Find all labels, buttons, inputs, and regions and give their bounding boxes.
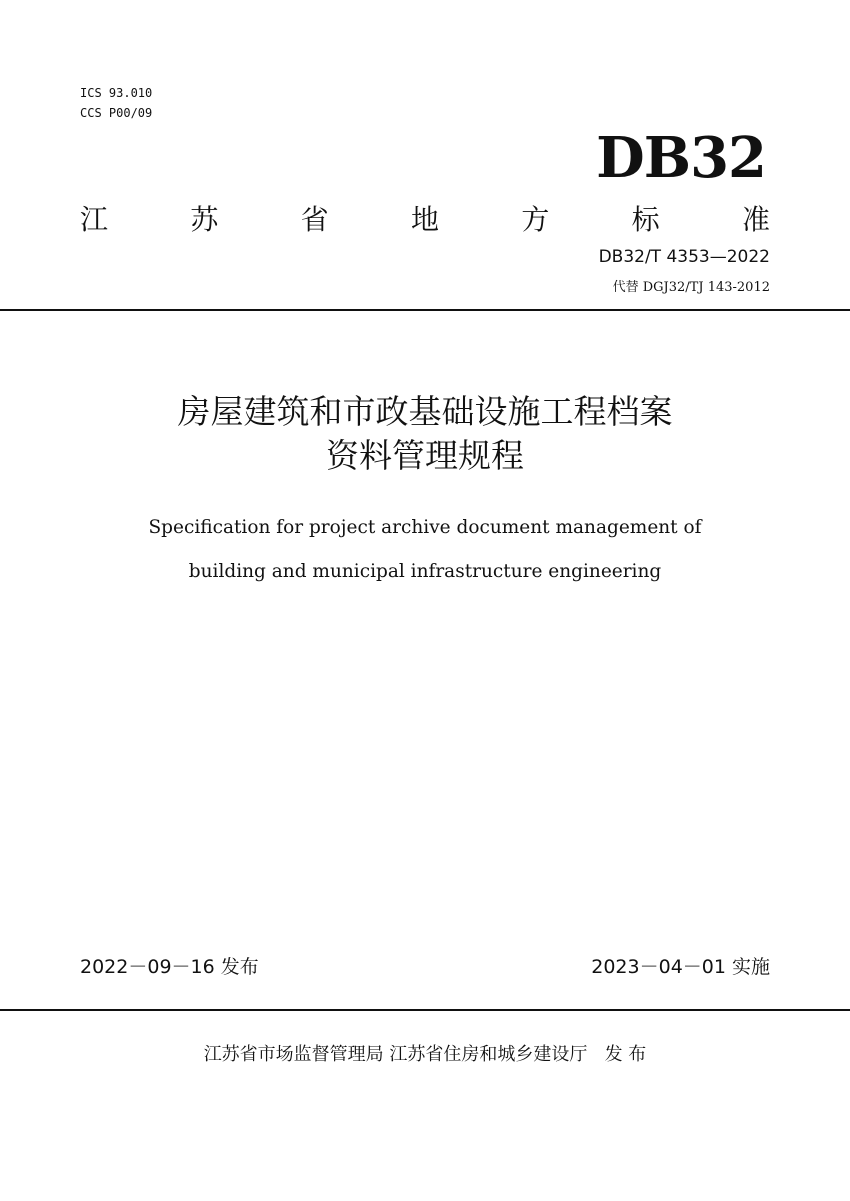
ccs-code: CCS P00/09	[80, 106, 153, 120]
top-divider	[0, 309, 850, 311]
english-title	[0, 506, 850, 594]
standard-type-char: 准	[741, 203, 770, 236]
english-title-line2: building and municipal infrastructure engineering	[188, 561, 662, 582]
standard-type-char: 方	[521, 203, 550, 236]
standard-type-char: 省	[300, 203, 329, 236]
chinese-title-line1: 房屋建筑和市政基础设施工程档案	[177, 392, 673, 431]
standard-type-char: 地	[410, 203, 439, 236]
chinese-title	[0, 390, 850, 478]
publisher-line: 江苏省市场监督管理局 江苏省住房和城乡建设厅 发 布	[203, 1044, 647, 1065]
db32-logo: DB32	[596, 125, 766, 191]
standard-type-heading	[80, 200, 770, 240]
classification-codes	[80, 83, 152, 123]
standard-type-char: 标	[631, 203, 660, 236]
english-title-line1: Specification for project archive document management of	[148, 517, 702, 538]
standard-type-char: 苏	[190, 203, 219, 236]
implement-date: 2023－04－01 实施	[591, 956, 770, 978]
ics-code: ICS 93.010	[80, 86, 153, 100]
replaces-standard: 代替 DGJ32/TJ 143-2012	[612, 280, 770, 295]
standard-type-char: 江	[80, 203, 109, 236]
chinese-title-line2: 资料管理规程	[326, 436, 524, 475]
publish-date: 2022－09－16 发布	[80, 956, 259, 978]
bottom-divider	[0, 1009, 850, 1011]
standard-number: DB32/T 4353—2022	[598, 247, 770, 267]
